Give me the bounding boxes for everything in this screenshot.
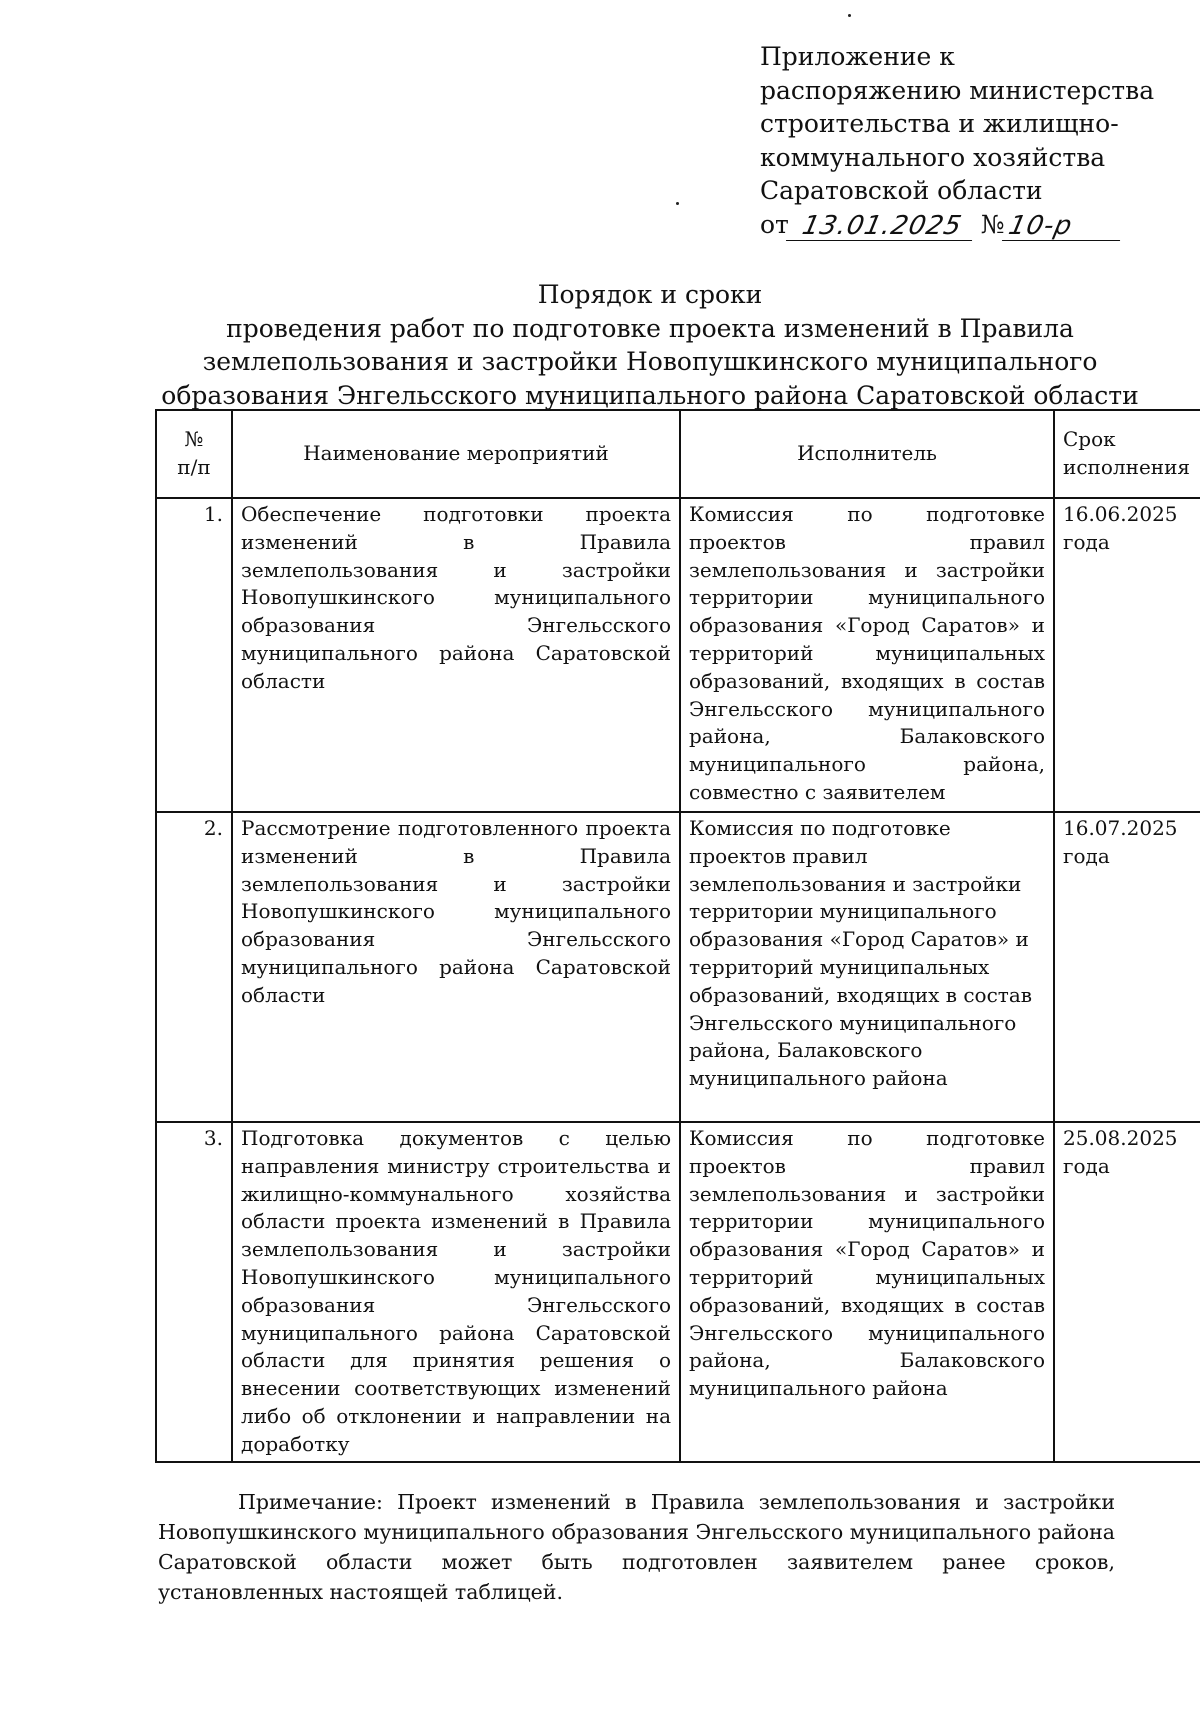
appendix-date-number-line — [760, 208, 1180, 242]
scan-speck — [848, 14, 851, 17]
handwritten-date: 13.01.2025 — [786, 212, 978, 241]
row-deadline: 25.08.2025 года — [1054, 1122, 1200, 1462]
table-row — [156, 1122, 1200, 1462]
number-sign: № — [980, 209, 1005, 239]
row-executor: Комиссия по подготовке проектов правил землепользования и застройки территории муниципального образования «Город Саратов» и территорий муниципальных образований, входящих в состав Энгельсского муниципального района, Балаковского муниципального района, совместно с заявителем — [680, 498, 1054, 812]
row-deadline: 16.07.2025 года — [1054, 812, 1200, 1122]
appendix-block — [760, 40, 1180, 241]
row-executor: Комиссия по подготовке проектов правил землепользования и застройки территории муниципального образования «Город Саратов» и территорий муниципальных образований, входящих в состав Энгельсского муниципального района, Балаковского муниципального района — [680, 1122, 1054, 1462]
row-deadline: 16.06.2025 года — [1054, 498, 1200, 812]
footnote: Примечание: Проект изменений в Правила землепользования и застройки Новопушкинского муниципального образования Энгельсского муниципального района Саратовской области может быть подготовлен заявителем ранее сроков, установленных настоящей таблицей. — [158, 1490, 1115, 1604]
appendix-line: строительства и жилищно- — [760, 109, 1119, 138]
row-number: 3. — [156, 1122, 232, 1462]
title-line: проведения работ по подготовке проекта изменений в Правила — [226, 313, 1074, 343]
table-row — [156, 812, 1200, 1122]
row-executor: Комиссия по подготовке проектов правил землепользования и застройки территории муниципального образования «Город Саратов» и территорий муниципальных образований, входящих в состав Энгельсского муниципального района, Балаковского муниципального района — [680, 812, 1054, 1122]
document-title — [160, 278, 1140, 412]
table-header-row — [156, 410, 1200, 498]
header-deadline: Срок исполнения — [1054, 410, 1200, 498]
title-line: землепользования и застройки Новопушкинского муниципального — [202, 347, 1098, 376]
schedule-table — [155, 409, 1200, 1463]
row-number: 2. — [156, 812, 232, 1122]
row-activity: Подготовка документов с целью направления министру строительства и жилищно-коммунального хозяйства области проекта изменений в Правила землепользования и застройки Новопушкинского муниципального образования Энгельсского муниципального района Саратовской области для принятия решения о внесении соответствующих изменений либо об отклонении и направлении на доработку — [232, 1122, 680, 1462]
appendix-line: Саратовской области — [760, 176, 1043, 205]
title-line: Порядок и сроки — [537, 280, 763, 309]
header-activity: Наименование мероприятий — [232, 410, 680, 498]
appendix-line: распоряжению министерства — [760, 75, 1155, 105]
header-executor: Исполнитель — [680, 410, 1054, 498]
title-line: образования Энгельсского муниципального района Саратовской области — [161, 380, 1139, 410]
row-activity: Обеспечение подготовки проекта изменений в Правила землепользования и застройки Новопушкинского муниципального образования Энгельсского муниципального района Саратовской области — [232, 498, 680, 812]
appendix-line: Приложение к — [760, 42, 955, 71]
row-activity: Рассмотрение подготовленного проекта изменений в Правила землепользования и застройки Новопушкинского муниципального образования Энгельсского муниципального района Саратовской области — [232, 812, 680, 1122]
handwritten-number: 10-р — [1001, 212, 1125, 241]
row-number: 1. — [156, 498, 232, 812]
scan-speck — [676, 202, 679, 205]
date-prefix: от — [760, 209, 789, 239]
header-number: № п/п — [156, 410, 232, 498]
table-row — [156, 498, 1200, 812]
appendix-line: коммунального хозяйства — [760, 142, 1106, 172]
